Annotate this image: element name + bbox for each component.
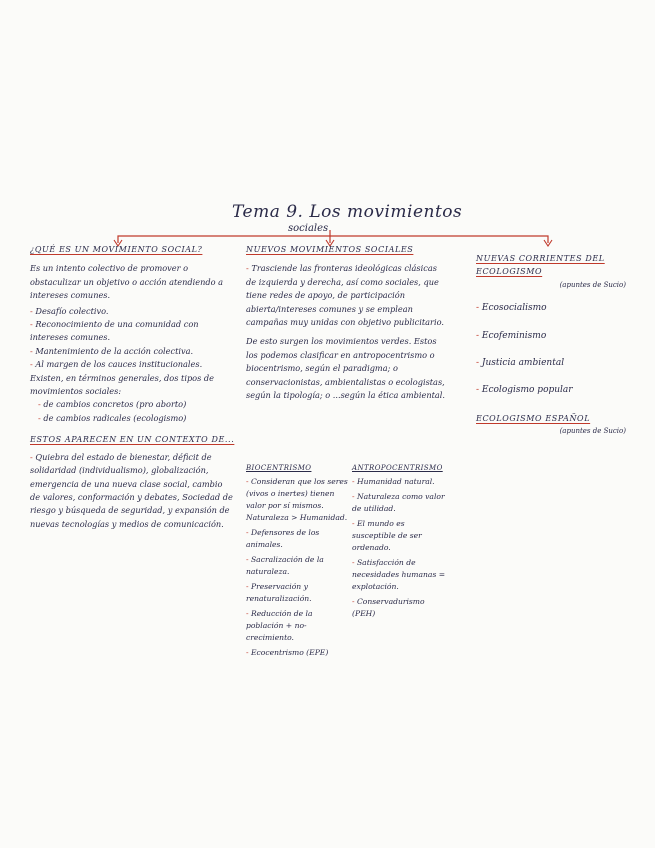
col3-heading: NUEVAS CORRIENTES DEL ECOLOGISMO <box>476 254 605 277</box>
col2-para2: De esto surgen los movimientos verdes. Estos los podemos clasificar en antropocentrismo o biocentrismo, según el paradigma; o conservacionistas, ambientalistas o ecologistas, según la tipología; o ...según la ética ambiental. <box>246 336 445 401</box>
list-item: - Ecosocialismo <box>476 303 547 314</box>
list-item: - Conservadurismo (PEH) <box>352 597 425 618</box>
list-item: - El mundo es susceptible de ser ordenado. <box>352 519 422 552</box>
page-title: Tema 9. Los movimientos <box>232 202 463 222</box>
list-item: - Ecocentrismo (EPE) <box>246 648 329 657</box>
col2-items <box>246 262 446 329</box>
col3-heading-note: (apuntes de Sucio) <box>559 280 626 289</box>
list-item: - Satisfacción de necesidades humanas = explotación. <box>352 558 446 591</box>
list-item: - Naturaleza como valor de utilidad. <box>352 492 445 513</box>
col1-types <box>38 398 235 425</box>
list-item: - Consideran que los seres (vivos o inertes) tienen valor por sí mismos. Naturaleza > Humanidad. <box>246 477 348 522</box>
list-item: - Al margen de los cauces institucionales. <box>30 359 203 370</box>
col3-subheading-note: (apuntes de Sucio) <box>559 427 626 436</box>
list-item: - Quiebra del estado de bienestar, déficit de solidaridad (individualismo), globalización, emergencia de una nueva clase social, cambio de valores, conformación y debates, Sociedad de riesgo y búsqueda de seguridad, y expansión de nuevas tecnologías y medios de comunicación. <box>30 451 233 529</box>
col1-features <box>30 305 235 372</box>
list-item: - Sacralización de la naturaleza. <box>246 555 324 576</box>
bracket-line <box>118 236 548 243</box>
list-item: - Justicia ambiental <box>476 358 565 369</box>
column-movimiento-social <box>30 243 235 531</box>
list-item: - Desafío colectivo. <box>30 305 109 316</box>
column-nuevos-movimientos <box>246 243 446 402</box>
col1-intro: Es un intento colectivo de promover o obstaculizar un objetivo o acción atendiendo a intereses comunes. <box>30 263 224 301</box>
col3-items <box>476 302 626 398</box>
col3-subheading: ECOLOGISMO ESPAÑOL <box>476 413 591 423</box>
biocentrismo-list <box>246 462 348 662</box>
list-item: - Reducción de la población + no-crecimiento. <box>246 609 313 642</box>
col2-heading: NUEVOS MOVIMIENTOS SOCIALES <box>246 245 414 254</box>
col1-context-heading: ESTOS APARECEN EN UN CONTEXTO DE... <box>30 435 235 445</box>
col1-types-intro: Existen, en términos generales, dos tipos de movimientos sociales: <box>30 372 215 397</box>
list-item: - Trasciende las fronteras ideológicas clásicas de izquierda y derecha, así como sociales, que tiene redes de apoyo, de participación abierta/intereses comunes y se emplean campañas muy unidas con objetivo publicitario. <box>246 263 444 328</box>
column-nuevas-corrientes <box>476 252 626 439</box>
list-item: - Reconocimiento de una comunidad con intereses comunes. <box>30 319 199 343</box>
page-subtitle: sociales <box>288 223 329 234</box>
list-item: - Ecologismo popular <box>476 385 573 396</box>
list-item: - Ecofeminismo <box>476 330 547 341</box>
list-item: - Mantenimiento de la acción colectiva. <box>30 345 194 356</box>
biocentrismo-heading: BIOCENTRISMO <box>246 464 312 472</box>
list-item: - de cambios concretos (pro aborto) <box>38 399 187 410</box>
list-item: - Defensores de los animales. <box>246 528 320 549</box>
list-item: - de cambios radicales (ecologismo) <box>38 412 187 423</box>
antropocentrismo-list <box>352 462 448 623</box>
arrow-right <box>544 240 552 246</box>
antropocentrismo-heading: ANTROPOCENTRISMO <box>352 464 443 472</box>
col1-context <box>30 451 235 531</box>
col1-heading: ¿QUÉ ES UN MOVIMIENTO SOCIAL? <box>30 245 203 254</box>
list-item: - Humanidad natural. <box>352 477 435 486</box>
list-item: - Preservación y renaturalización. <box>246 582 312 603</box>
